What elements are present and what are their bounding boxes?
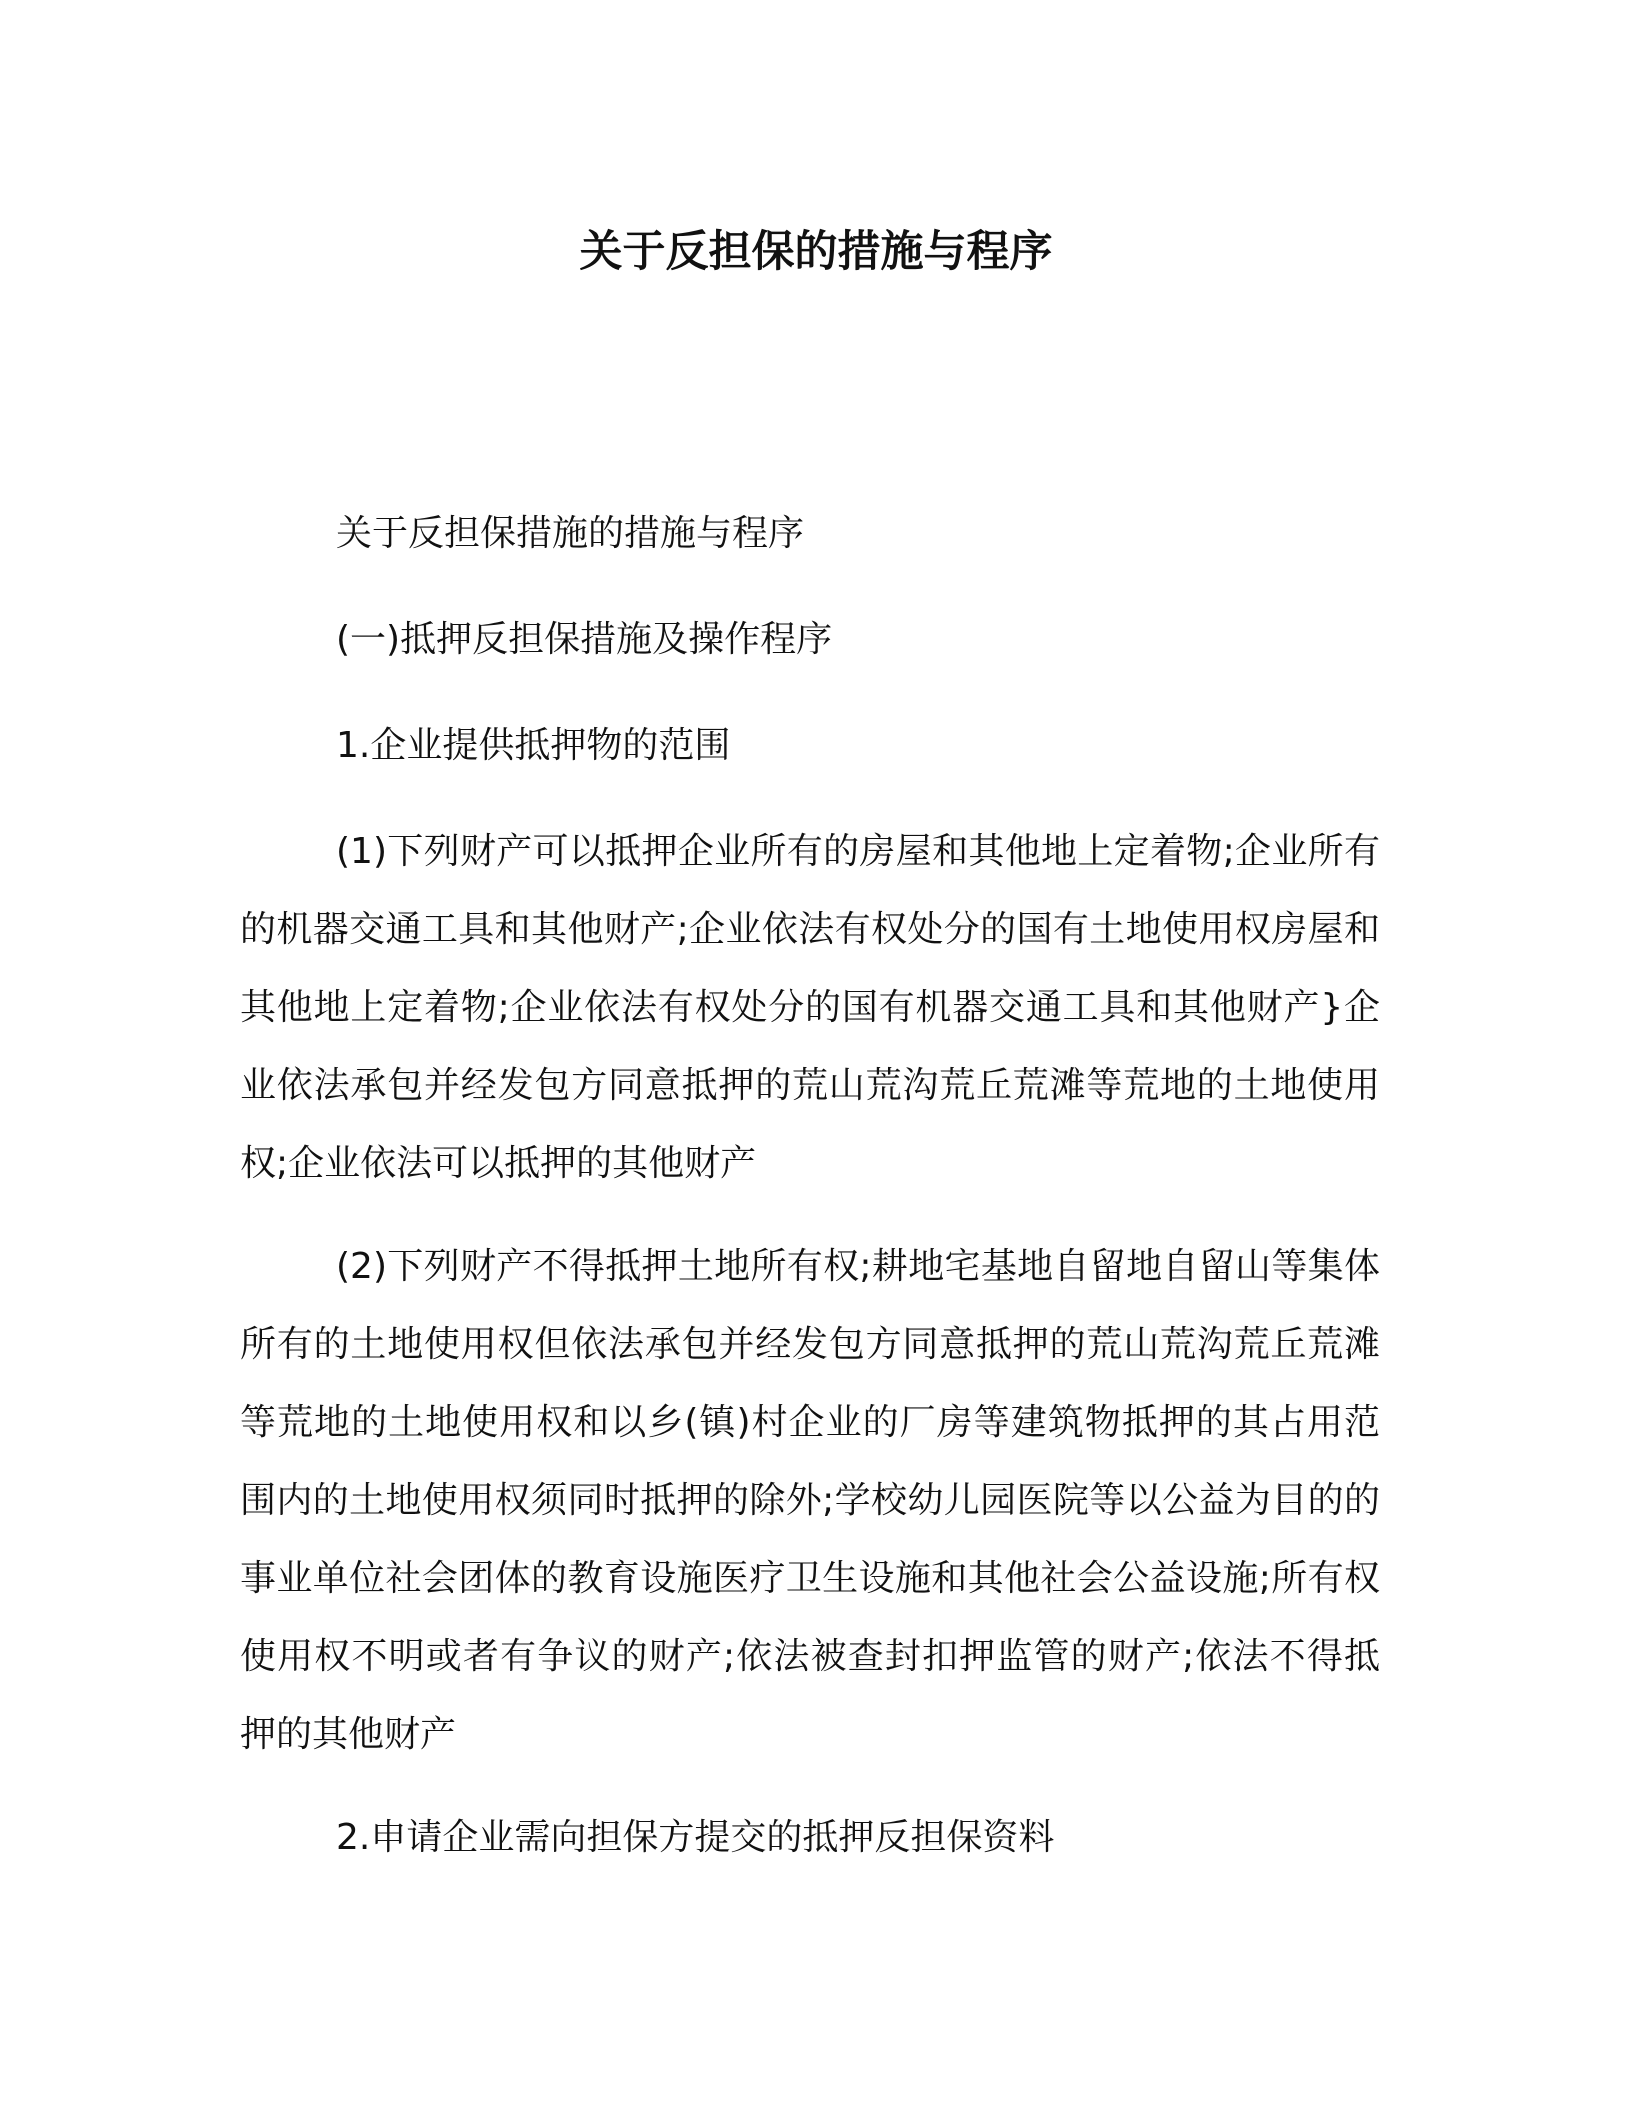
document-body — [240, 495, 1380, 1905]
item-heading: 1.企业提供抵押物的范围 — [336, 725, 731, 766]
subsection-heading: (一)抵押反担保措施及操作程序 — [336, 619, 833, 660]
item-heading: 2.申请企业需向担保方提交的抵押反担保资料 — [336, 1817, 1055, 1858]
body-paragraph: (1)下列财产可以抵押企业所有的房屋和其他地上定着物;企业所有的机器交通工具和其他财产;企业依法有权处分的国有土地使用权房屋和其他地上定着物;企业依法有权处分的国有机器交通工具和其他财产}企业依法承包并经发包方同意抵押的荒山荒沟荒丘荒滩等荒地的土地使用权;企业依法可以抵押的其他财产 — [240, 831, 1380, 1184]
section-heading: 关于反担保措施的措施与程序 — [336, 513, 805, 554]
document-title: 关于反担保的措施与程序 — [579, 227, 1053, 277]
body-paragraph: (2)下列财产不得抵押土地所有权;耕地宅基地自留地自留山等集体所有的土地使用权但依法承包并经发包方同意抵押的荒山荒沟荒丘荒滩等荒地的土地使用权和以乡(镇)村企业的厂房等建筑物抵押的其占用范围内的土地使用权须同时抵押的除外;学校幼儿园医院等以公益为目的的事业单位社会团体的教育设施医疗卫生设施和其他社会公益设施;所有权使用权不明或者有争议的财产;依法被查封扣押监管的财产;依法不得抵押的其他财产 — [240, 1246, 1380, 1755]
